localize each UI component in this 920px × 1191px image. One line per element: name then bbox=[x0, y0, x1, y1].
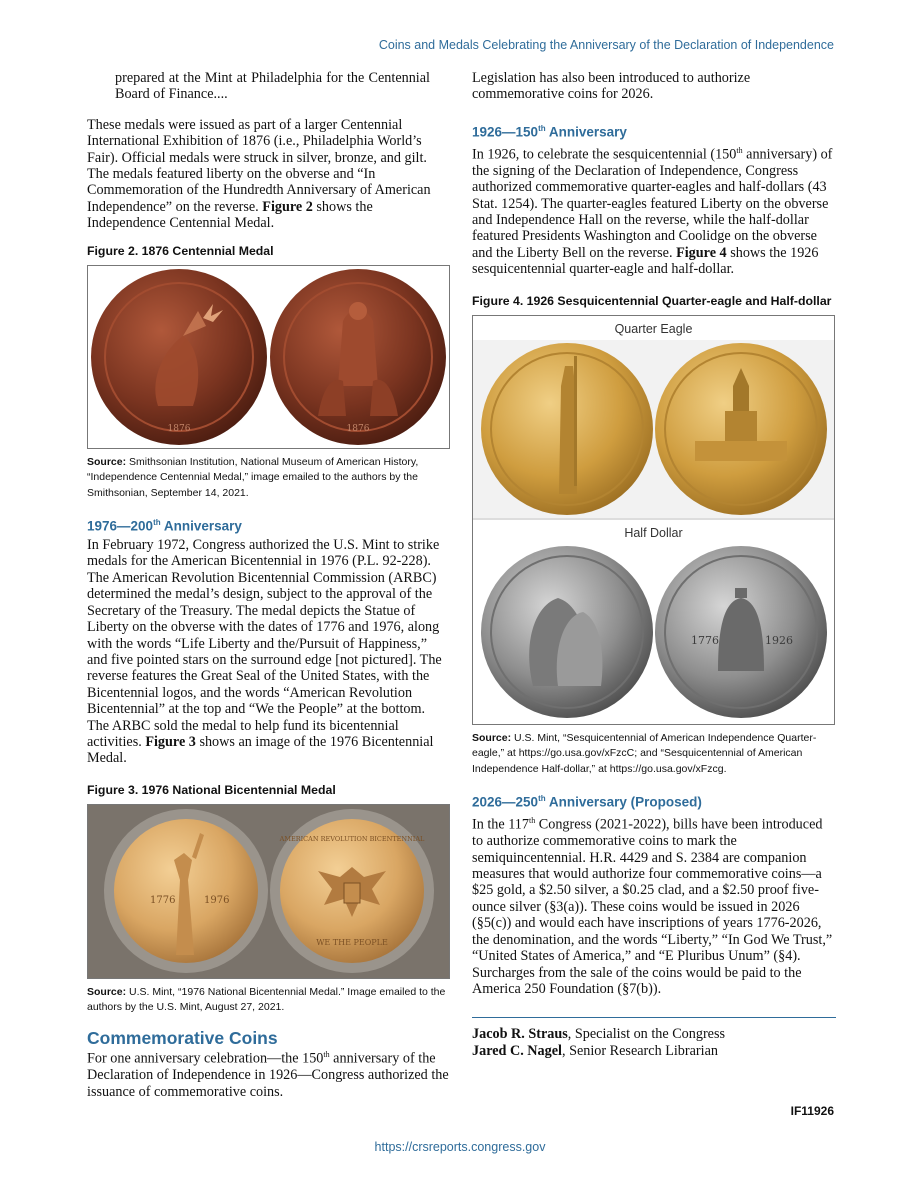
paragraph-sesquicentennial: In 1926, to celebrate the sesquicentennial (150th anniversary) of the signing of the Declaration of Independence, Congress authorized commemorative quarter-eagles and half-dollars (43 Stat. 1254). The quarter-eagles featured Liberty on the obverse and Independence Hall on the reverse, while the half-dollar featured Presidents Washington and Coolidge on the obverse and the Liberty Bell on the reverse. Figure 4 shows the 1926 sesquicentennial quarter-eagle and half-dollar. bbox=[472, 145, 833, 278]
medal-rim-text: AMERICAN REVOLUTION BICENTENNIAL bbox=[279, 834, 425, 843]
left-column bbox=[87, 70, 450, 1112]
author-2: Jared C. Nagel, Senior Research Librarian bbox=[472, 1043, 718, 1060]
figure-4-title: Figure 4. 1926 Sesquicentennial Quarter-eagle and Half-dollar bbox=[472, 293, 832, 308]
figure-2-source: Source: Smithsonian Institution, National Museum of American History, “Independence Centennial Medal,” image emailed to the authors by the Smithsonian, September 14, 2021. bbox=[87, 455, 419, 499]
figure-3-source: Source: U.S. Mint, “1976 National Bicentennial Medal.” Image emailed to the authors by the U.S. Mint, August 27, 2021. bbox=[87, 985, 446, 1014]
quote-continuation: prepared at the Mint at Philadelphia for the Centennial Board of Finance.... bbox=[115, 70, 430, 103]
section-heading-1976: 1976—200th Anniversary bbox=[87, 518, 242, 534]
medal-year-right: 1976 bbox=[204, 894, 230, 906]
sesquicentennial-coins-image bbox=[473, 316, 834, 724]
figure-2-reference: Figure 2 bbox=[262, 198, 313, 215]
report-id: IF11926 bbox=[790, 1104, 834, 1118]
figure-4-reference: Figure 4 bbox=[676, 244, 727, 261]
bell-year-left: 1776 bbox=[691, 633, 719, 647]
section-heading-1926: 1926—150th Anniversary bbox=[472, 123, 627, 140]
author-1: Jacob R. Straus, Specialist on the Congress bbox=[472, 1026, 726, 1043]
author-divider bbox=[472, 1017, 836, 1018]
figure-3-reference: Figure 3 bbox=[145, 733, 196, 750]
paragraph-semiquincentennial: In the 117th Congress (2021-2022), bills have been introduced to authorize commemorative coins to mark the semiquincentennial. H.R. 4429 and S. 2384 are companion measures that would authorize four commemorative coins—a $25 gold, a $2.50 silver, a $0.25 clad, and a $2.50 proof five-ounce silver (§3(a)). These coins would be issued in 2026 (§5(c)) and would each have inscriptions of years 1776-2026, the denomination, and the words “Liberty,” “In God We Trust,” “United States of America,” and “E Pluribus Unum” (§4). Surcharges from the sale of the coins would be paid to the America 250 Foundation (§7(b)). bbox=[472, 816, 833, 997]
footer-url-link[interactable]: https://crsreports.congress.gov bbox=[374, 1140, 546, 1154]
running-header: Coins and Medals Celebrating the Anniversary of the Declaration of Independence bbox=[378, 38, 834, 52]
figure-3-title: Figure 3. 1976 National Bicentennial Medal bbox=[87, 782, 336, 797]
medal-bottom-text: WE THE PEOPLE bbox=[316, 937, 388, 947]
section-heading-2026: 2026—250th Anniversary (Proposed) bbox=[472, 794, 702, 810]
paragraph-legislation: Legislation has also been introduced to authorize commemorative coins for 2026. bbox=[472, 70, 751, 103]
bell-year-right: 1926 bbox=[765, 633, 793, 647]
paragraph-centennial-medals: These medals were issued as part of a larger Centennial International Exhibition of 1876 (i.e., Philadelphia World’s Fair). Official medals were struck in silver, bronze, and gilt. The medals featured liberty on the obverse and “In Commemoration of the Hundredth Anniversary of American Independence” on the reverse. Figure 2 shows the Independence Centennial Medal. bbox=[87, 116, 431, 232]
bicentennial-medal-image bbox=[88, 805, 449, 978]
quarter-eagle-label: Quarter Eagle bbox=[614, 321, 693, 336]
figure-4-image bbox=[472, 315, 835, 725]
reverse-year: 1876 bbox=[346, 423, 370, 434]
half-dollar-label: Half Dollar bbox=[624, 525, 683, 540]
figure-2-title: Figure 2. 1876 Centennial Medal bbox=[87, 243, 274, 258]
paragraph-commemorative: For one anniversary celebration—the 150th anniversary of the Declaration of Independence in 1926—Congress authorized the issuance of commemorative coins. bbox=[87, 1050, 449, 1100]
figure-2-image bbox=[87, 265, 450, 449]
medal-year-left: 1776 bbox=[150, 894, 176, 906]
right-column bbox=[472, 70, 836, 1060]
paragraph-bicentennial: In February 1972, Congress authorized the U.S. Mint to strike medals for the American Bicentennial in 1976 (P.L. 92-228). The American Revolution Bicentennial Commission (ARBC) determined the medal’s design, subject to the approval of the Secretary of the Treasury. The medal depicts the Statue of Liberty on the obverse with the dates of 1776 and 1976, along with the words “Life Liberty and the/Pursuit of Happiness,” and five pointed stars on the surround edge [not pictured]. The reverse features the Great Seal of the United States, with the Bicentennial logos, and the words “American Revolution Bicentennial” at the top and “We the People” at the bottom. The ARBC sold the medal to help fund its bicentennial activities. Figure 3 shows an image of the 1976 Bicentennial Medal. bbox=[87, 537, 442, 767]
figure-4-source: Source: U.S. Mint, “Sesquicentennial of American Independence Quarter-eagle,” at https://go.usa.gov/xFzcC; and “Sesquicentennial of American Independence Half-dollar,” at https://go.usa.gov/xFzcg. bbox=[472, 731, 817, 775]
centennial-medal-image bbox=[88, 266, 449, 448]
commemorative-coins-heading: Commemorative Coins bbox=[87, 1027, 278, 1048]
figure-3-image bbox=[87, 804, 450, 979]
obverse-year: 1876 bbox=[167, 423, 191, 434]
